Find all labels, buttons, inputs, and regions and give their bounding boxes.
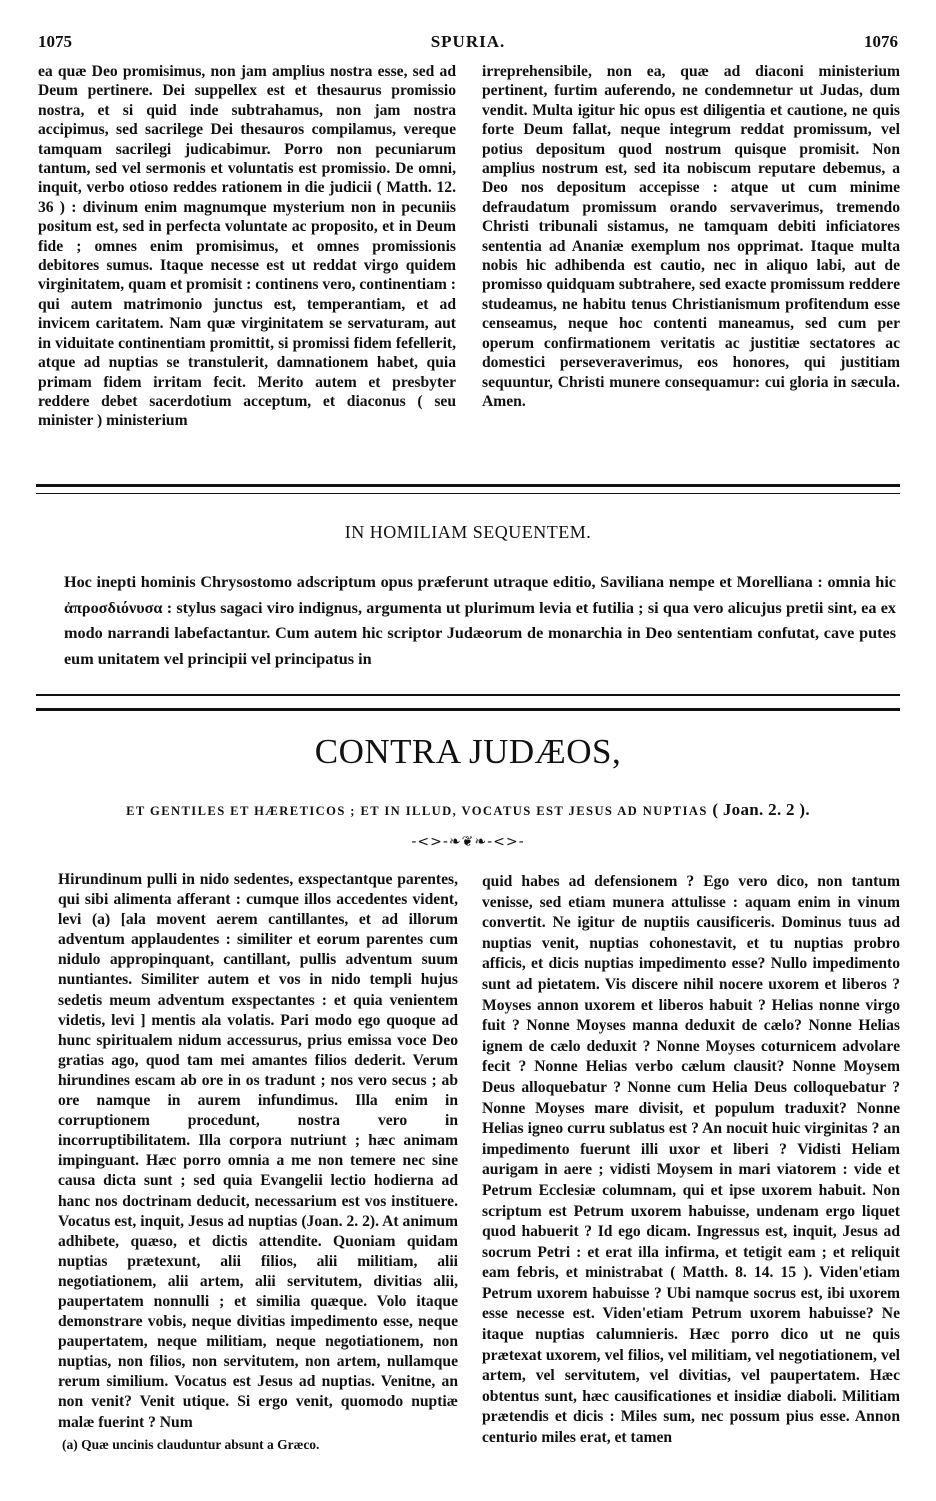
section-divider-top xyxy=(36,484,900,494)
page-number-right: 1076 xyxy=(864,32,898,51)
homily-subtitle-reference: ( Joan. 2. 2 ). xyxy=(712,800,810,819)
top-left-column xyxy=(38,62,456,442)
section-divider-mid-heavy xyxy=(36,708,900,711)
intro-text: Hoc inepti hominis Chrysostomo adscriptum opus præferunt utraque editio, Saviliana nempe et Morelliana : omnia hic ἀπροσδιόνυσα : stylus sagaci viro indignus, argumenta ut plurimum levia et futilia ; si qua vero alicujus pretii sint, ea ex modo narrandi labefactantur. Cum autem hic scriptor Judæorum de monarchia in Deo sententiam confutat, cave putes eum unitatem vel principii vel principatus in xyxy=(64,573,896,668)
homily-subtitle xyxy=(36,800,900,820)
homily-title: CONTRA JUDÆOS, xyxy=(314,732,622,771)
running-head xyxy=(38,28,898,56)
homily-left-column xyxy=(58,870,458,1430)
homily-right-text: quid habes ad defensionem ? Ego vero dico, non tantum venisse, sed etiam munera attulisse : aquam enim in vinum convertit. Ne igitur de nuptiis causificeris. Dominus tuus ad nuptias venit, nuptias cohonestavit, et tu nuptias probro afficis, et dicis nuptias impedimento esse? Nullo impedimento sunt ad pietatem. Vis discere nihil nocere uxorem et liberos ? Moyses annon uxorem et liberos habuit ? Helias nonne virgo fuit ? Nonne Moyses manna deduxit de cælo? Nonne Helias ignem de cælo deduxit ? Nonne Moyses coturnicem advolare fecit ? Nonne Helias verbo cælum clausit? Nonne Moysem Deus alloquebatur ? Nonne cum Helia Deus colloquebatur ? Nonne Moyses mare divisit, et populum traduxit? Nonne Helias igneo curru sublatus est ? An nocuit huic virginitas ? an impedimento fuerunt illi uxor et liberi ? Vidisti Heliam aurigam in aere ; vidisti Moysem in mari viatorem : vide et Petrum Ecclesiæ columnam, qui et ipse uxorem habuit. Non scriptum est Petrum uxorem habuisse, undenam ergo liquet quod habuerit ? Id ego dicam. Ingressus est, inquit, Jesus ad socrum Petri : et erat illa infirma, et tetigit eam ; et reliquit eam febris, et ministrabat ( Matth. 8. 14. 15 ). Viden'etiam Petrum uxorem habuisse ? Ubi namque socrus est, ibi uxorem esse necesse est. Viden'etiam Petrum uxorem habuisse? Ne itaque nuptias calumnieris. Hæc porro dico ut ne quis prætexat uxorem, vel filios, vel militiam, vel negotiationem, vel artem, vel servitutem, vel divitias, vel paupertatem. Hæc obtentus sunt, hæc causificationes et insidiæ diaboli. Militiam prætendis et dicis : Miles sum, nec possum pius esse. Annon centurio miles erat, et tamen xyxy=(482,873,900,1447)
homily-right-column xyxy=(482,872,900,1462)
intro-heading: IN HOMILIAM SEQUENTEM. xyxy=(344,522,592,542)
top-left-text: ea quæ Deo promisimus, non jam amplius nostra esse, sed ad Deum pertinere. Dei suppellex est et thesaurus promissio nostra, et si quid inde subtrahamus, non jam nostra accipimus, sed sacrilege Dei thesauros compilamus, vereque tamquam sacrilegi judicabimur. Porro non pecuniarum tantum, sed vel sermonis et voluntatis est promissio. De omni, inquit, verbo otioso reddes rationem in die judicii ( Matth. 12. 36 ) : divinum enim magnumque mysterium non in pecuniis positum est, sed in perfecta voluntate ac proposito, et in Deum fide ; omnes enim promisimus, et omnes promissionis debitores sumus. Itaque necesse est ut reddat virgo quidem virginitatem, quam et promisit : continens vero, continentiam : qui autem matrimonio junctus est, temperantiam, et ad invicem caritatem. Nam quæ virginitatem se servaturam, aut in viduitate continentiam promittit, si promissi fidem fefellerit, atque ad nuptias se transtulerit, damnationem habet, quia primam fidem irritam fecit. Merito autem et presbyter reddere debet sacerdotium acceptum, et diaconus ( seu minister ) ministerium xyxy=(38,63,456,430)
ornament-divider: -<>-❧❦❧-<>- xyxy=(411,834,525,850)
footnote: (a) Quæ uncinis clauduntur absunt a Græco. xyxy=(62,1437,320,1452)
page-number-left: 1075 xyxy=(38,32,72,51)
section-divider-mid xyxy=(36,694,900,696)
homily-left-text: Hirundinum pulli in nido sedentes, exspectantque parentes, qui sibi alimenta afferant : cumque illos accedentes vident, levi (a) [ala movent aerem cantillantes, et ad illorum adventum applaudentes : similiter et eorum parentes cum nidulo appropinquant, cantillant, pullis adventum suum nuntiantes. Similiter autem et vos in nido templi hujus sedetis meum adventum exspectantes : et quia venientem videtis, levi ] mentis ala volatis. Pari modo ego quoque ad hunc spiritualem nidum accessurus, prius emissa voce Deo gratias ago, quod tam mei amantes filios dederit. Verum hirundines escam ab ore in os tradunt ; nos vero secus ; ab ore namque in aurem infundimus. Illa enim in corruptionem procedunt, nostra vero in incorruptibilitatem. Illa corpora nutriunt ; hæc animam impinguant. Hæc porro omnia a me non temere nec sine causa dicta sunt ; sed quia Evangelii lectio hodierna ad hanc nos doctrinam deducit, necessarium est vos instituere. Vocatus est, inquit, Jesus ad nuptias (Joan. 2. 2). At animum adhibete, quæso, et dictis attendite. Quoniam quidam nuptias prætexunt, alii filios, alii militiam, alii negotiationem, alii artem, alii servitutem, divitias alii, paupertatem nonnulli ; et similia quæque. Volo itaque demonstrare vobis, neque divitias impedimento esse, neque paupertatem, neque militiam, neque negotiationem, non nuptias, non filios, non servitutem, non artem, nullamque rerum similium. Vocatus est Jesus ad nuptias. Venitne, an non venit? Venit utique. Si ergo venit, quomodo nuptiæ malæ fuerint ? Num xyxy=(58,871,458,1430)
homily-subtitle-text: ET GENTILES ET HÆRETICOS ; ET IN ILLUD, VOCATUS EST JESUS AD NUPTIAS xyxy=(126,804,708,818)
top-right-column xyxy=(482,62,900,442)
top-right-text: irreprehensibile, non ea, quæ ad diaconi ministerium pertinent, furtim auferendo, ne condemnetur ut Judas, dum vendit. Multa igitur hic opus est diligentia et cautione, ne quis forte Deum fallat, neque integrum reddat promissum, vel potius depositum quod nostrum quisque promisit. Non amplius nostrum est, sed ita nobiscum reputare debemus, a Deo nos depositum accepisse : atque ut cum minime defraudatum promissum orando servaverimus, tremendo Christi tribunali sistamus, ne tamquam debiti inficiatores sententia ad Ananiæ exemplum nos opprimat. Itaque multa nobis hic adhibenda est cautio, nec in aliquo labi, aut de promisso quidquam subtrahere, sed exacte promissum reddere studeamus, ne habitu tenus Christianismum profitendum esse censeamus, neque hoc contenti maneamus, sed cum per operum confirmationem veritatis ac justitiæ sectatores ac domestici perseveraverimus, eos honores, qui justitiam sequuntur, Christi munere consequamur: cui gloria in sæcula. Amen. xyxy=(482,63,900,410)
running-title: SPURIA. xyxy=(430,32,506,51)
